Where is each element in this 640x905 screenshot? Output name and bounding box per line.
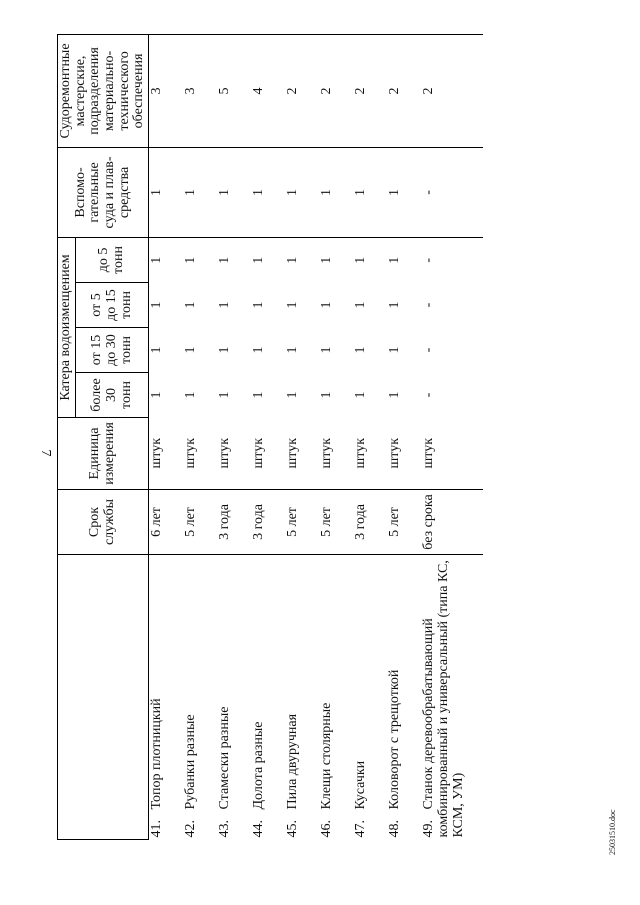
cell-aux: - (421, 147, 483, 237)
row-number: 41. (149, 820, 165, 838)
cell-name (251, 555, 285, 840)
cell-b30: 1 (386, 391, 402, 399)
cell-unit: штук (353, 418, 387, 490)
table-body (149, 34, 483, 839)
item-name: Рубанки разные (182, 714, 198, 810)
cell-b30: 1 (318, 391, 334, 399)
cell-ws: 3 (149, 34, 183, 147)
cell-ws: 2 (421, 34, 483, 147)
cell-b5: 1 (352, 256, 368, 264)
cell-b30: 1 (182, 391, 198, 399)
cell-unit: штук (251, 418, 285, 490)
cell-aux: 1 (353, 147, 387, 237)
cell-b15-30: 1 (149, 346, 165, 354)
cell-term: 5 лет (318, 507, 334, 537)
cell-b5: 1 (216, 256, 232, 264)
item-name: Долота разные (250, 721, 266, 810)
item-name: Пила двуручная (284, 713, 300, 810)
table-row (217, 34, 251, 839)
cell-b15-30: 1 (250, 346, 266, 354)
item-name: Кусачки (352, 760, 368, 810)
cell-ws: 3 (183, 34, 217, 147)
cell-b5: 1 (182, 256, 198, 264)
cell-name (285, 555, 319, 840)
cell-b5-15: 1 (386, 301, 402, 309)
cell-b5: 1 (386, 256, 402, 264)
header-boats-over30: более 30 тонн (76, 373, 149, 418)
cell-unit: штук (217, 418, 251, 490)
cell-aux: 1 (285, 147, 319, 237)
cell-aux: 1 (149, 147, 183, 237)
cell-b5-15: 1 (182, 301, 198, 309)
cell-b5: - (420, 257, 436, 263)
cell-aux: 1 (251, 147, 285, 237)
table-row (285, 34, 319, 839)
item-name: Коловорот с трещоткой (386, 669, 402, 810)
cell-b30: 1 (216, 391, 232, 399)
table-row (251, 34, 285, 839)
item-name: Топор плотницкий (149, 698, 165, 810)
cell-term: 3 года (216, 504, 232, 540)
table-row (319, 34, 353, 839)
cell-unit: штук (149, 418, 183, 490)
cell-term: 5 лет (182, 507, 198, 537)
cell-b30: 1 (250, 391, 266, 399)
row-number: 42. (182, 820, 198, 838)
cell-ws: 2 (353, 34, 387, 147)
row-number: 48. (386, 820, 402, 838)
cell-unit: штук (285, 418, 319, 490)
cell-ws: 4 (251, 34, 285, 147)
cell-b15-30: 1 (182, 346, 198, 354)
header-term: Срок службы (58, 490, 149, 555)
item-name: Станок деревообрабатывающий комбинированный и универсальный (типа КС, КСМ, УМ) (420, 560, 467, 838)
cell-name (387, 555, 421, 840)
cell-b5-15: 1 (284, 301, 300, 309)
cell-ws: 2 (319, 34, 353, 147)
cell-b15-30: 1 (284, 346, 300, 354)
header-boats-15-30: от 15 до 30 тонн (76, 328, 149, 373)
header-name (58, 555, 149, 840)
cell-term: без срока (420, 494, 436, 550)
cell-aux: 1 (387, 147, 421, 237)
cell-ws: 2 (387, 34, 421, 147)
cell-name (319, 555, 353, 840)
cell-unit: штук (183, 418, 217, 490)
cell-name (217, 555, 251, 840)
cell-b5: 1 (250, 256, 266, 264)
document-id: 25031510.doc (608, 809, 617, 855)
cell-b15-30: 1 (216, 346, 232, 354)
cell-term: 5 лет (284, 507, 300, 537)
cell-ws: 5 (217, 34, 251, 147)
cell-aux: 1 (183, 147, 217, 237)
cell-name (421, 555, 483, 840)
cell-b5: 1 (284, 256, 300, 264)
cell-b5-15: - (420, 302, 436, 308)
cell-b5: 1 (149, 256, 165, 264)
cell-b5-15: 1 (352, 301, 368, 309)
cell-b30: 1 (284, 391, 300, 399)
cell-name (353, 555, 387, 840)
cell-b15-30: 1 (318, 346, 334, 354)
cell-unit: штук (387, 418, 421, 490)
header-boats-under5: до 5 тонн (76, 237, 149, 282)
cell-b5-15: 1 (318, 301, 334, 309)
cell-name (183, 555, 217, 840)
header-unit: Единица измерения (58, 418, 149, 490)
header-aux: Вспомо-гательные суда и плав-средства (58, 147, 149, 237)
table-row (183, 34, 217, 839)
header-workshops: Судоремонтные мастерские, подразделения материально-технического обеспечения (58, 34, 149, 147)
cell-b30: 1 (352, 391, 368, 399)
cell-b30: - (420, 392, 436, 398)
equipment-table (57, 34, 483, 840)
cell-aux: 1 (319, 147, 353, 237)
table-row (149, 34, 183, 839)
table-row (353, 34, 387, 839)
cell-unit: штук (319, 418, 353, 490)
row-number: 49. (420, 820, 436, 838)
cell-b15-30: 1 (386, 346, 402, 354)
cell-term: 6 лет (149, 507, 165, 537)
table-row (421, 34, 483, 839)
cell-b5-15: 1 (149, 301, 165, 309)
cell-b30: 1 (149, 391, 165, 399)
cell-unit: штук (421, 418, 483, 490)
header-boats-5-15: от 5 до 15 тонн (76, 283, 149, 328)
header-boats-group: Катера водоизмещением (58, 237, 76, 417)
item-name: Стамески разные (216, 706, 232, 810)
row-number: 43. (216, 820, 232, 838)
cell-term: 3 года (352, 504, 368, 540)
rotated-table-wrapper (57, 35, 592, 840)
item-name: Клещи столярные (318, 702, 334, 810)
page-number: 7 (38, 449, 53, 457)
row-number: 47. (352, 820, 368, 838)
cell-term: 3 года (250, 504, 266, 540)
row-number: 45. (284, 820, 300, 838)
cell-b5-15: 1 (216, 301, 232, 309)
table-row (387, 34, 421, 839)
cell-ws: 2 (285, 34, 319, 147)
cell-b15-30: 1 (352, 346, 368, 354)
cell-aux: 1 (217, 147, 251, 237)
cell-b15-30: - (420, 347, 436, 353)
row-number: 44. (250, 820, 266, 838)
cell-term: 5 лет (386, 507, 402, 537)
row-number: 46. (318, 820, 334, 838)
cell-name (149, 555, 183, 840)
cell-b5: 1 (318, 256, 334, 264)
cell-b5-15: 1 (250, 301, 266, 309)
